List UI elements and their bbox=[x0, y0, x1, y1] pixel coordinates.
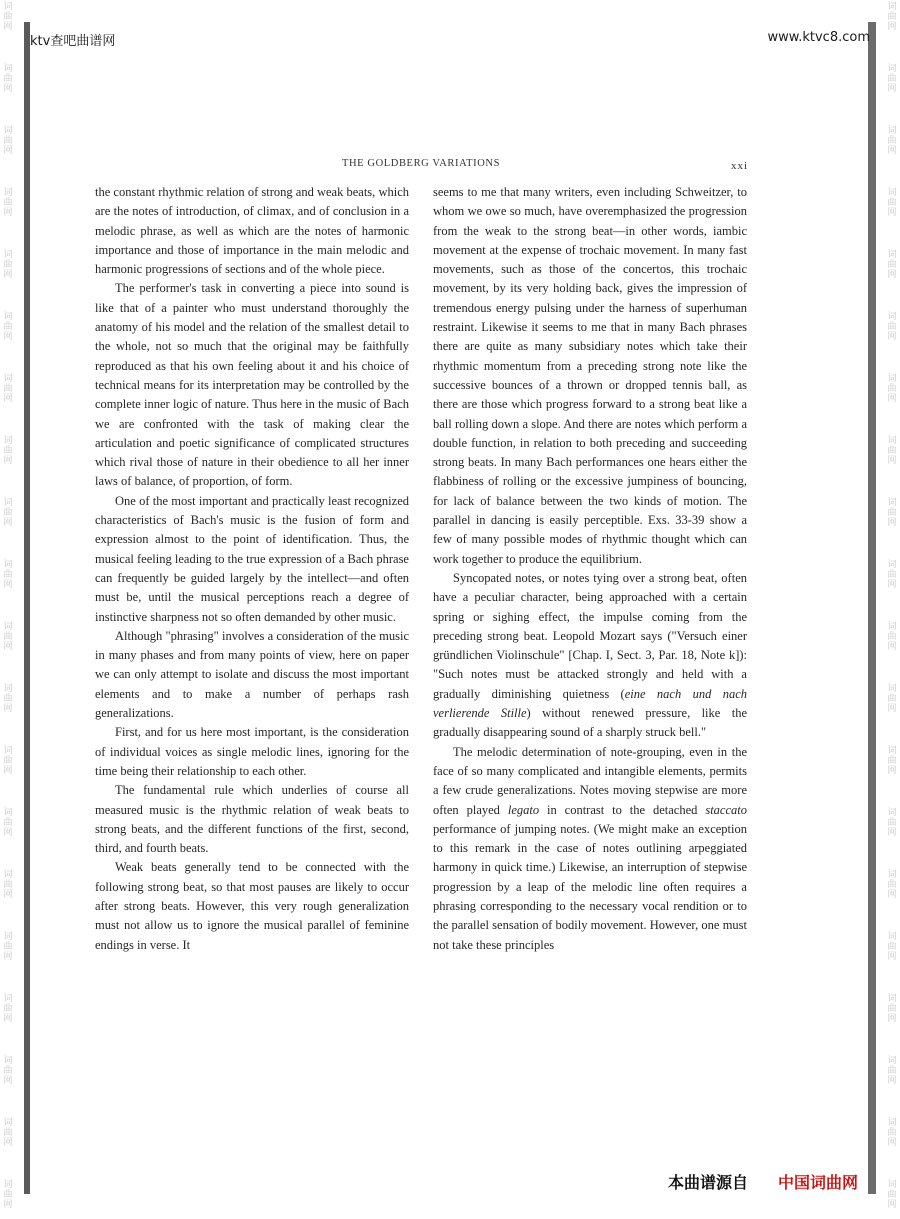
watermark-glyph: 曲 bbox=[3, 12, 13, 22]
watermark-glyph: 曲 bbox=[3, 74, 13, 84]
watermark-glyph: 词 bbox=[3, 188, 13, 198]
watermark-glyphs bbox=[884, 682, 900, 744]
watermark-glyph: 词 bbox=[3, 126, 13, 136]
watermark-glyph: 网 bbox=[887, 84, 897, 94]
paragraph: First, and for us here most important, is the consideration of individual voices as single melodic lines, ignoring for the time being their relationship to each other. bbox=[95, 725, 409, 778]
watermark-glyph: 曲 bbox=[3, 756, 13, 766]
watermark-glyph: 曲 bbox=[3, 942, 13, 952]
watermark-glyph: 曲 bbox=[3, 1066, 13, 1076]
watermark-glyph: 词 bbox=[3, 250, 13, 260]
watermark-glyph: 曲 bbox=[3, 1128, 13, 1138]
watermark-glyphs bbox=[0, 806, 16, 868]
watermark-glyph: 词 bbox=[3, 1180, 13, 1190]
paragraph: the constant rhythmic relation of strong and weak beats, which are the notes of introduction, of climax, and of conclusion in a melodic phrase, as well as which are the notes of harmonic importance and those of importance in the main melodic and harmonic progressions of sections and of the whole piece. bbox=[95, 185, 409, 277]
watermark-glyph: 曲 bbox=[887, 136, 897, 146]
watermark-glyph: 网 bbox=[3, 704, 13, 714]
paragraph-text: in contrast to the detached bbox=[539, 802, 706, 817]
watermark-glyph: 曲 bbox=[887, 694, 897, 704]
watermark-glyphs bbox=[884, 62, 900, 124]
watermark-glyphs bbox=[0, 434, 16, 496]
watermark-glyph: 曲 bbox=[3, 384, 13, 394]
watermark-glyph: 网 bbox=[3, 22, 13, 32]
watermark-glyphs bbox=[884, 558, 900, 620]
watermark-glyph: 曲 bbox=[887, 570, 897, 580]
watermark-glyph: 曲 bbox=[887, 818, 897, 828]
watermark-glyph: 网 bbox=[3, 952, 13, 962]
watermark-glyphs bbox=[884, 1054, 900, 1116]
watermark-glyph: 网 bbox=[887, 146, 897, 156]
watermark-glyph: 曲 bbox=[3, 260, 13, 270]
watermark-glyph: 网 bbox=[3, 208, 13, 218]
watermark-glyphs bbox=[884, 124, 900, 186]
watermark-glyphs bbox=[0, 868, 16, 930]
watermark-glyphs bbox=[884, 992, 900, 1054]
site-name-label: ktv查吧曲谱网 bbox=[30, 34, 116, 49]
watermark-glyph: 网 bbox=[3, 456, 13, 466]
watermark-glyph: 网 bbox=[3, 1014, 13, 1024]
watermark-glyph: 网 bbox=[887, 766, 897, 776]
watermark-glyph: 曲 bbox=[3, 818, 13, 828]
watermark-glyphs bbox=[884, 186, 900, 248]
watermark-glyph: 曲 bbox=[887, 1066, 897, 1076]
watermark-glyph: 网 bbox=[3, 1076, 13, 1086]
watermark-glyph: 曲 bbox=[887, 446, 897, 456]
paragraph: The performer's task in converting a piece into sound is like that of a painter who must understand thoroughly the anatomy of his model and the relation of the smallest detail to the whole, not so much that the original may be faithfully reproduced as that his own feeling about it and his choice of technical means for its interpretation may be controlled by the complete inner logic of nature. Thus here in the music of Bach we are confronted with the task of making clear the articulation and poetic significance of complicated structures which rival those of nature in their obedience to all her inner laws of balance, of proportion, of form. bbox=[95, 281, 409, 489]
watermark-glyphs bbox=[0, 558, 16, 620]
watermark-glyph: 词 bbox=[887, 498, 897, 508]
watermark-glyph: 网 bbox=[3, 828, 13, 838]
watermark-glyphs bbox=[884, 1116, 900, 1178]
watermark-glyph: 曲 bbox=[3, 1004, 13, 1014]
watermark-glyph: 曲 bbox=[887, 632, 897, 642]
page-number: xxi bbox=[731, 160, 749, 172]
term-legato: legato bbox=[507, 802, 540, 817]
watermark-glyphs bbox=[0, 1178, 16, 1219]
brand-label: 中国词曲网 bbox=[778, 1173, 859, 1192]
watermark-glyph: 词 bbox=[887, 746, 897, 756]
watermark-glyph: 词 bbox=[3, 374, 13, 384]
watermark-glyphs bbox=[0, 124, 16, 186]
left-text-column bbox=[95, 183, 409, 1083]
paragraph: Weak beats generally tend to be connected with the following strong beat, so that most pauses are likely to occur after strong beats. However, this very rough generalization must not allow us to ignore the musical parallel of feminine endings in verse. It bbox=[95, 860, 409, 952]
watermark-glyphs bbox=[0, 744, 16, 806]
watermark-glyph: 词 bbox=[3, 312, 13, 322]
watermark-glyphs bbox=[884, 372, 900, 434]
watermark-glyph: 曲 bbox=[887, 260, 897, 270]
paragraph-text: The melodic determination of note-grouping, even in the face of so many complicated and intangible elements, permits a few crude generalizations. Notes moving stepwise are more often played bbox=[433, 744, 747, 817]
term-staccato: staccato bbox=[705, 802, 747, 817]
watermark-glyphs bbox=[884, 620, 900, 682]
watermark-glyph: 曲 bbox=[887, 756, 897, 766]
watermark-glyph: 词 bbox=[3, 64, 13, 74]
watermark-glyphs bbox=[884, 930, 900, 992]
watermark-glyph: 网 bbox=[887, 270, 897, 280]
watermark-glyph: 网 bbox=[887, 1138, 897, 1148]
watermark-glyph: 网 bbox=[887, 456, 897, 466]
watermark-glyphs bbox=[0, 1116, 16, 1178]
watermark-glyphs bbox=[884, 496, 900, 558]
watermark-glyph: 网 bbox=[3, 394, 13, 404]
watermark-glyphs bbox=[0, 682, 16, 744]
paragraph-text: Syncopated notes, or notes tying over a strong beat, often have a peculiar character, being approached with a certain spring or sighing effect, the impulse coming from the preceding strong beat. Leopold Mozart says ("Versuch einer gründlichen Violinschule" [Chap. I, Sect. 3, Par. 18, Note k]): "Such notes must be attacked strongly and held with a gradually diminishing quietness ( bbox=[433, 570, 747, 701]
watermark-glyph: 词 bbox=[887, 188, 897, 198]
watermark-glyph: 网 bbox=[887, 332, 897, 342]
right-text-column bbox=[433, 183, 747, 1083]
watermark-glyph: 词 bbox=[887, 560, 897, 570]
watermark-glyph: 曲 bbox=[887, 1190, 897, 1200]
watermark-glyph: 网 bbox=[3, 642, 13, 652]
watermark-glyph: 网 bbox=[3, 580, 13, 590]
watermark-glyph: 曲 bbox=[3, 880, 13, 890]
watermark-glyph: 词 bbox=[887, 1056, 897, 1066]
watermark-glyph: 词 bbox=[3, 2, 13, 12]
watermark-glyph: 网 bbox=[3, 766, 13, 776]
watermark-glyph: 网 bbox=[3, 270, 13, 280]
watermark-glyph: 曲 bbox=[3, 446, 13, 456]
watermark-glyph: 网 bbox=[887, 394, 897, 404]
watermark-glyph: 词 bbox=[3, 684, 13, 694]
watermark-glyph: 曲 bbox=[887, 322, 897, 332]
watermark-glyph: 词 bbox=[887, 374, 897, 384]
watermark-glyph: 词 bbox=[3, 498, 13, 508]
watermark-glyph: 词 bbox=[887, 126, 897, 136]
paragraph-text: performance of jumping notes. (We might make an exception to this remark in the case of notes outlining arpeggiated harmony in quick time.) Likewise, an interruption of stepwise progression by a leap of the melodic line often requires a phrasing corresponding to the necessary vocal rendition or to the parallel sensation of bodily movement. However, one must not take these principles bbox=[433, 821, 747, 952]
german-quote: eine nach und nach verlierende Stille bbox=[433, 686, 747, 721]
paragraph: Although "phrasing" involves a consideration of the music in many phases and from many points of view, here on paper we can only attempt to isolate and discuss the most important elements and to make a number of perhaps rash generalizations. bbox=[95, 628, 409, 721]
watermark-strip-right bbox=[884, 0, 900, 1219]
watermark-glyph: 词 bbox=[887, 870, 897, 880]
watermark-glyph: 网 bbox=[3, 1200, 13, 1210]
watermark-glyph: 网 bbox=[887, 22, 897, 32]
watermark-glyphs bbox=[884, 0, 900, 62]
watermark-glyph: 词 bbox=[3, 436, 13, 446]
watermark-glyph: 词 bbox=[3, 932, 13, 942]
watermark-glyph: 曲 bbox=[887, 12, 897, 22]
watermark-glyph: 词 bbox=[3, 746, 13, 756]
watermark-glyph: 词 bbox=[3, 994, 13, 1004]
watermark-glyph: 网 bbox=[887, 1014, 897, 1024]
watermark-glyphs bbox=[0, 186, 16, 248]
watermark-glyph: 词 bbox=[887, 1118, 897, 1128]
watermark-glyph: 词 bbox=[887, 250, 897, 260]
watermark-glyph: 网 bbox=[887, 580, 897, 590]
watermark-glyphs bbox=[0, 248, 16, 310]
watermark-glyph: 网 bbox=[3, 146, 13, 156]
watermark-glyph: 曲 bbox=[887, 508, 897, 518]
watermark-glyph: 曲 bbox=[887, 1128, 897, 1138]
watermark-glyph: 曲 bbox=[887, 74, 897, 84]
running-title: THE GOLDBERG VARIATIONS bbox=[341, 158, 501, 169]
watermark-glyphs bbox=[0, 496, 16, 558]
watermark-glyph: 词 bbox=[887, 436, 897, 446]
watermark-glyph: 网 bbox=[887, 1200, 897, 1210]
watermark-glyph: 词 bbox=[887, 2, 897, 12]
watermark-glyph: 曲 bbox=[3, 694, 13, 704]
watermark-glyph: 网 bbox=[887, 828, 897, 838]
watermark-glyph: 曲 bbox=[887, 384, 897, 394]
watermark-glyphs bbox=[884, 310, 900, 372]
watermark-glyph: 词 bbox=[3, 1056, 13, 1066]
watermark-glyph: 词 bbox=[887, 808, 897, 818]
watermark-glyph: 词 bbox=[887, 684, 897, 694]
watermark-glyph: 网 bbox=[887, 952, 897, 962]
watermark-glyph: 词 bbox=[887, 64, 897, 74]
watermark-glyphs bbox=[0, 930, 16, 992]
watermark-glyphs bbox=[0, 0, 16, 62]
source-label: 本曲谱源自 bbox=[668, 1173, 749, 1192]
watermark-glyph: 词 bbox=[887, 1180, 897, 1190]
watermark-glyphs bbox=[884, 248, 900, 310]
watermark-glyph: 词 bbox=[3, 808, 13, 818]
watermark-glyph: 网 bbox=[887, 890, 897, 900]
watermark-glyph: 词 bbox=[887, 932, 897, 942]
scan-edge-left bbox=[24, 22, 30, 1194]
watermark-glyph: 网 bbox=[3, 518, 13, 528]
watermark-glyph: 曲 bbox=[887, 942, 897, 952]
watermark-glyph: 曲 bbox=[887, 198, 897, 208]
watermark-glyph: 网 bbox=[887, 642, 897, 652]
watermark-glyph: 词 bbox=[887, 312, 897, 322]
watermark-glyphs bbox=[884, 868, 900, 930]
watermark-glyphs bbox=[0, 62, 16, 124]
watermark-glyph: 词 bbox=[3, 870, 13, 880]
watermark-glyphs bbox=[0, 992, 16, 1054]
watermark-glyph: 词 bbox=[3, 1118, 13, 1128]
watermark-glyphs bbox=[0, 310, 16, 372]
scan-edge-right bbox=[868, 22, 876, 1194]
watermark-glyph: 曲 bbox=[3, 322, 13, 332]
watermark-glyph: 词 bbox=[887, 994, 897, 1004]
watermark-glyphs bbox=[0, 1054, 16, 1116]
watermark-glyph: 曲 bbox=[3, 198, 13, 208]
watermark-glyph: 曲 bbox=[3, 1190, 13, 1200]
watermark-strip-left bbox=[0, 0, 16, 1219]
paragraph bbox=[433, 569, 747, 743]
watermark-glyph: 网 bbox=[887, 704, 897, 714]
watermark-glyph: 网 bbox=[887, 208, 897, 218]
paragraph: One of the most important and practically least recognized characteristics of Bach's music is the fusion of form and expression almost to the point of identification. Thus, the musical feeling leading to the true expression of a Bach phrase can frequently be guided largely by the intellect—and often must be, until the musical perceptions reach a degree of instinctive sharpness not so often demanded by other music. bbox=[95, 493, 409, 624]
watermark-glyph: 词 bbox=[3, 560, 13, 570]
watermark-glyphs bbox=[884, 1178, 900, 1219]
paragraph: seems to me that many writers, even including Schweitzer, to whom we owe so much, have overemphasized the progression from the weak to the strong beat—in other words, iambic movement at the expense of trochaic movement. In many fast movements, such as those of the concertos, this trochaic movement, by its very holding back, gives the impression of tremendous energy pulsing under the harness of superhuman restraint. Likewise it seems to me that in many Bach phrases there are quite as many subsidiary notes which take their rhythmic momentum from a preceding strong note like the successive bounces of a thrown or dropped tennis ball, as there are those which progress forward to a strong beat like a ball rolling down a slope. And there are notes which perform a double function, in relation to both preceding and succeeding strong beats. In many Bach performances one hears either the flabbiness of rolling or the excessive jumpiness of bouncing, for lack of balance between the two kinds of motion. The parallel in dancing is easily perceptible. Exs. 33-39 show a few of many possible modes of rhythmic thought which can work together to produce the equilibrium. bbox=[433, 185, 747, 566]
watermark-glyphs bbox=[0, 620, 16, 682]
paragraph bbox=[433, 743, 747, 955]
watermark-glyphs bbox=[884, 434, 900, 496]
paragraph: The fundamental rule which underlies of course all measured music is the rhythmic relation of weak beats to strong beats, and the different functions of the first, second, third, and fourth beats. bbox=[95, 783, 409, 856]
watermark-glyph: 词 bbox=[887, 622, 897, 632]
watermark-glyph: 曲 bbox=[3, 508, 13, 518]
watermark-glyph: 网 bbox=[3, 1138, 13, 1148]
watermark-glyph: 网 bbox=[3, 84, 13, 94]
watermark-glyph: 曲 bbox=[887, 880, 897, 890]
watermark-glyph: 词 bbox=[3, 622, 13, 632]
watermark-glyph: 网 bbox=[3, 890, 13, 900]
watermark-glyph: 曲 bbox=[887, 1004, 897, 1014]
watermark-glyphs bbox=[884, 744, 900, 806]
watermark-glyph: 曲 bbox=[3, 632, 13, 642]
watermark-glyph: 网 bbox=[887, 1076, 897, 1086]
watermark-glyph: 网 bbox=[887, 518, 897, 528]
watermark-glyph: 网 bbox=[3, 332, 13, 342]
site-url-label: www.ktvc8.com bbox=[767, 30, 870, 45]
watermark-glyph: 曲 bbox=[3, 136, 13, 146]
watermark-glyph: 曲 bbox=[3, 570, 13, 580]
watermark-glyphs bbox=[884, 806, 900, 868]
paragraph-text: ) without renewed pressure, like the gradually disappearing sound of a sharply struck bell." bbox=[433, 706, 747, 740]
watermark-glyphs bbox=[0, 372, 16, 434]
